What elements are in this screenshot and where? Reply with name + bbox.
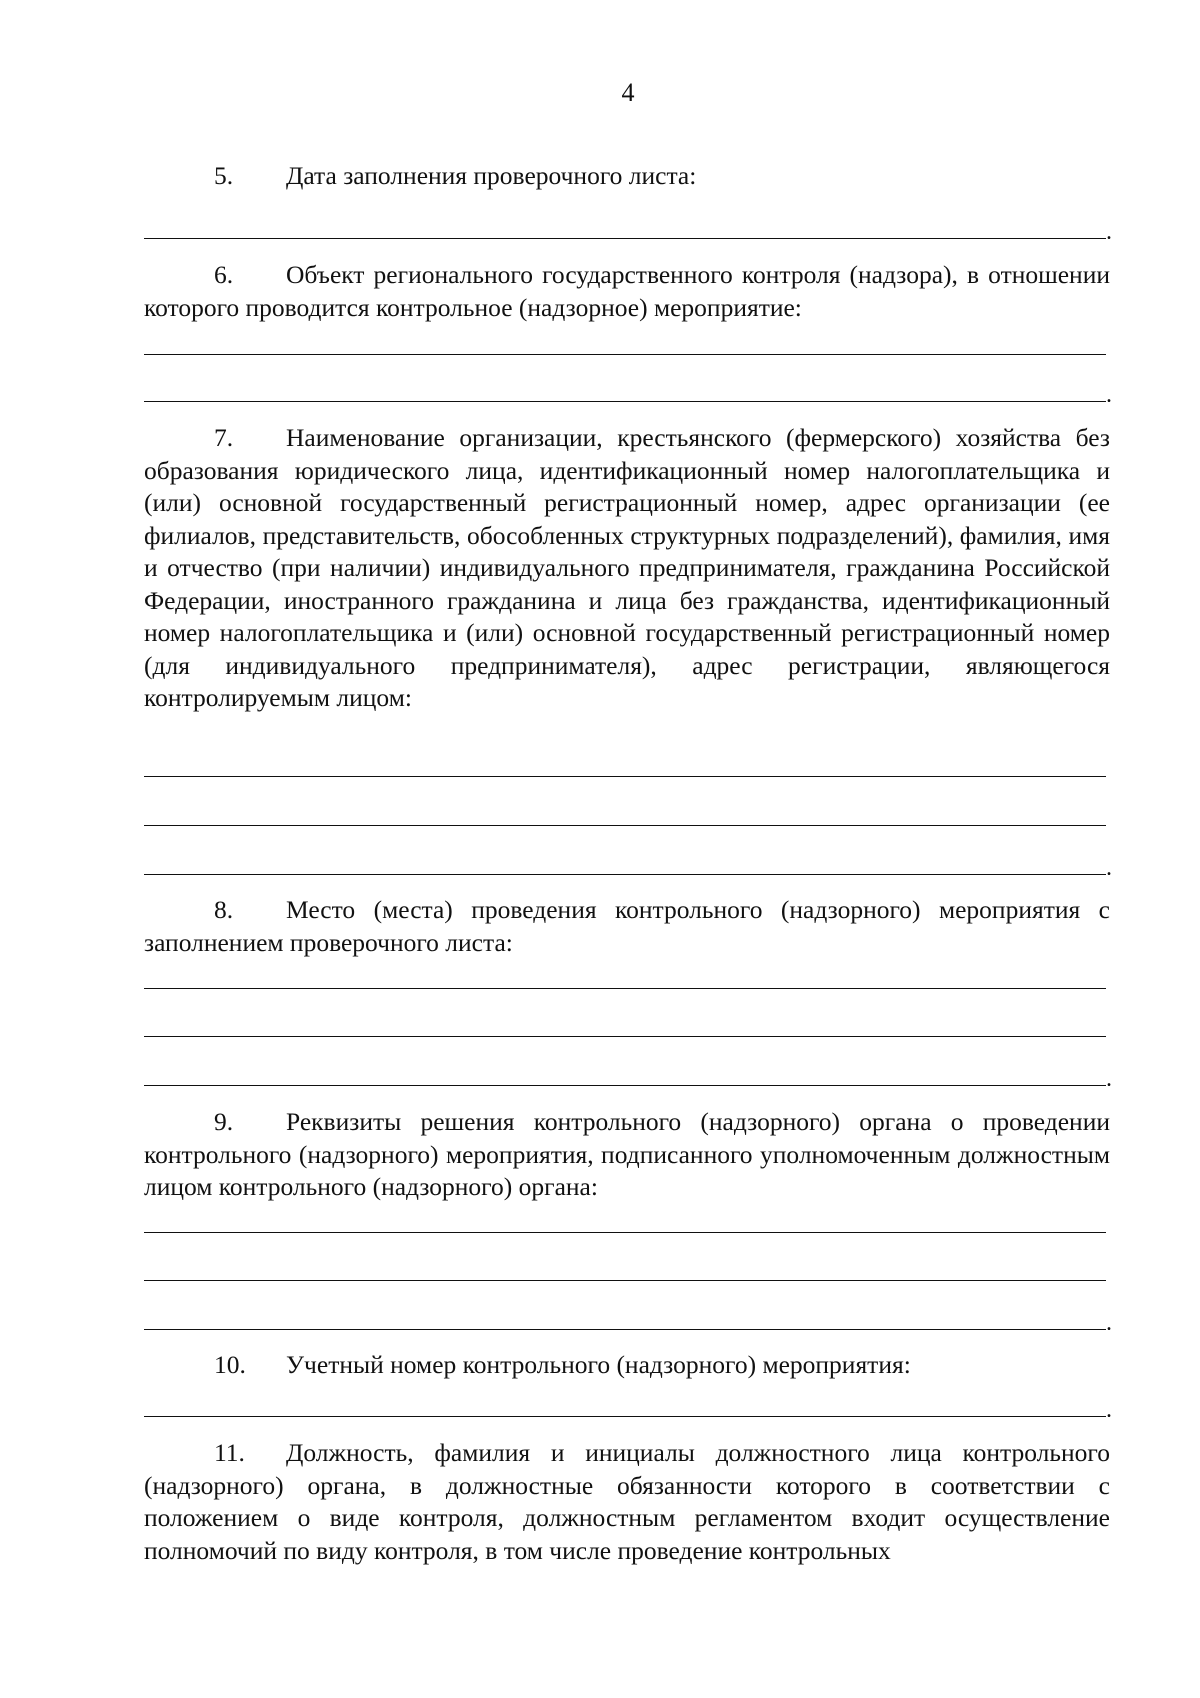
item-text: Объект регионального государственного контроля (надзора), в отношении которого проводится контрольное (надзорное) мероприятие: <box>144 260 1110 322</box>
item-9 <box>144 1106 1110 1204</box>
item-text: Дата заполнения проверочного листа: <box>286 161 697 190</box>
fill-line[interactable] <box>144 1232 1106 1233</box>
end-period: . <box>1106 1397 1112 1423</box>
item-10 <box>144 1349 1110 1382</box>
item-11 <box>144 1437 1110 1567</box>
end-period: . <box>1106 1066 1112 1092</box>
fill-line[interactable] <box>144 1329 1106 1330</box>
item-6 <box>144 259 1110 324</box>
fill-line[interactable] <box>144 1085 1106 1086</box>
item-number: 7. <box>214 423 234 452</box>
item-number: 10. <box>214 1350 246 1379</box>
item-text: Место (места) проведения контрольного (надзорного) мероприятия с заполнением проверочного листа: <box>144 895 1110 957</box>
fill-line[interactable] <box>144 354 1106 355</box>
fill-line[interactable] <box>144 1280 1106 1281</box>
item-7 <box>144 422 1110 715</box>
item-number: 5. <box>214 161 234 190</box>
fill-line[interactable] <box>144 874 1106 875</box>
item-text: Реквизиты решения контрольного (надзорного) органа о проведении контрольного (надзорного) мероприятия, подписанного уполномоченным должностным лицом контрольного (надзорного) органа: <box>144 1107 1110 1201</box>
end-period: . <box>1106 219 1112 245</box>
page-number: 4 <box>621 78 635 107</box>
item-text: Наименование организации, крестьянского (фермерского) хозяйства без образования юридического лица, идентификационный номер налогоплательщика и (или) основной государственный регистрационный номер, адрес организации (ее филиалов, представительств, обособленных структурных подразделений), фамилия, имя и отчество (при наличии) индивидуального предпринимателя, гражданина Российской Федерации, иностранного гражданина и лица без гражданства, идентификационный номер налогоплательщика и (или) основной государственный регистрационный номер (для индивидуального предпринимателя), адрес регистрации, являющегося контролируемым лицом: <box>144 423 1110 712</box>
item-text: Должность, фамилия и инициалы должностного лица контрольного (надзорного) органа, в должностные обязанности которого в соответствии с положением о виде контроля, должностным регламентом входит осуществление полномочий по виду контроля, в том числе проведение контрольных <box>144 1438 1110 1565</box>
fill-line[interactable] <box>144 238 1106 239</box>
item-number: 8. <box>214 895 234 924</box>
item-number: 11. <box>214 1438 245 1467</box>
fill-line[interactable] <box>144 401 1106 402</box>
end-period: . <box>1106 855 1112 881</box>
item-5 <box>144 160 1110 193</box>
item-number: 9. <box>214 1107 234 1136</box>
fill-line[interactable] <box>144 988 1106 989</box>
item-text: Учетный номер контрольного (надзорного) мероприятия: <box>286 1350 911 1379</box>
end-period: . <box>1106 382 1112 408</box>
fill-line[interactable] <box>144 1416 1106 1417</box>
item-number: 6. <box>214 260 234 289</box>
end-period: . <box>1106 1310 1112 1336</box>
fill-line[interactable] <box>144 1036 1106 1037</box>
item-8 <box>144 894 1110 959</box>
fill-line[interactable] <box>144 776 1106 777</box>
fill-line[interactable] <box>144 825 1106 826</box>
